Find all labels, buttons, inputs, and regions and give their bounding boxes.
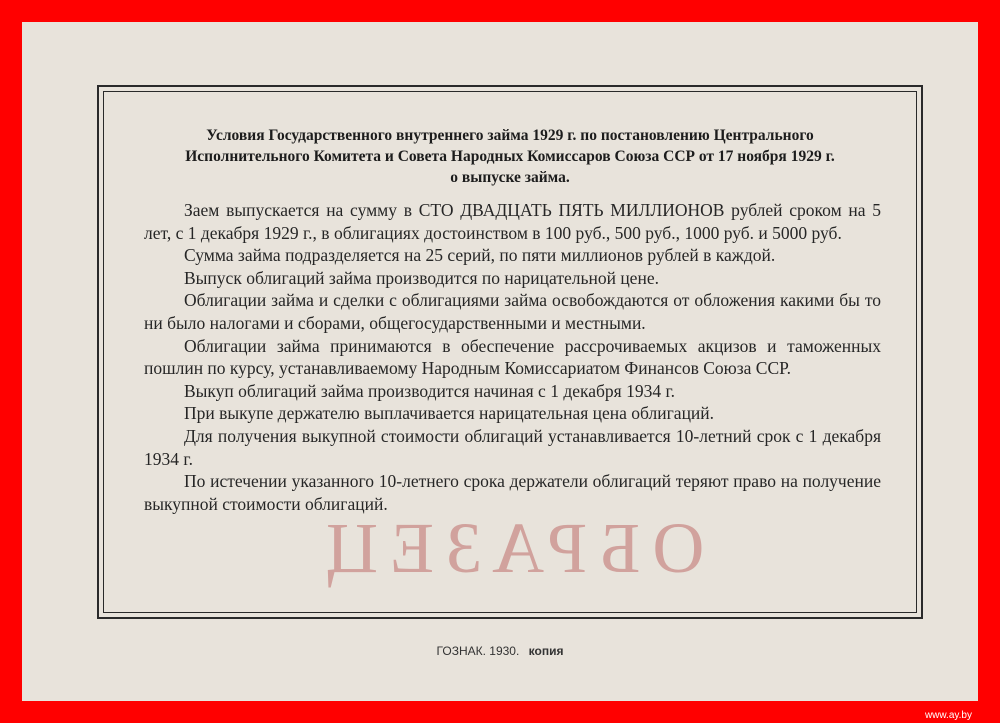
document-paper (22, 22, 978, 701)
heading-line: о выпуске займа. (450, 169, 570, 186)
document-footer (22, 644, 978, 658)
document-frame (97, 85, 923, 619)
document-heading (119, 125, 901, 188)
site-watermark: www.ay.by (924, 710, 972, 721)
paragraph: Выкуп облигаций займа производится начиная с 1 декабря 1934 г. (184, 380, 676, 401)
sample-stamp: ОБРАЗЕЦ (314, 508, 705, 588)
paragraph: По истечении указанного 10-летнего срока держатели облигаций теряют право на получение выкупной стоимости облигаций. (144, 471, 881, 514)
paragraph: Облигации займа принимаются в обеспечение рассрочиваемых акцизов и таможенных пошлин по курсу, устанавливаемому Народным Комиссариатом Финансов Союза ССР. (144, 335, 881, 379)
copy-label: копия (528, 644, 564, 658)
heading-line: Условия Государственного внутреннего займа 1929 г. по постановлению Центрального (206, 127, 814, 144)
document-body (144, 199, 881, 515)
paragraph: При выкупе держателю выплачивается нарицательная цена облигаций. (184, 403, 715, 424)
paragraph: Выпуск облигаций займа производится по нарицательной цене. (184, 267, 659, 288)
printer-mark: ГОЗНАК. 1930. (436, 644, 520, 658)
paragraph: Облигации займа и сделки с облигациями займа освобождаются от обложения какими бы то ни было налогами и сборами, общегосударственными и местными. (144, 290, 881, 333)
heading-line: Исполнительного Комитета и Совета Народных Комиссаров Союза ССР от 17 ноября 1929 г. (185, 148, 835, 165)
paragraph: Сумма займа подразделяется на 25 серий, по пяти миллионов рублей в каждой. (184, 245, 776, 266)
paragraph: Для получения выкупной стоимости облигаций устанавливается 10-летний срок с 1 декабря 1934 г. (144, 425, 881, 469)
paragraph: Заем выпускается на сумму в СТО ДВАДЦАТЬ ПЯТЬ МИЛЛИОНОВ рублей сроком на 5 лет, с 1 декабря 1929 г., в облигациях достоинством в 100 руб., 500 руб., 1000 руб. и 5000 руб. (144, 200, 881, 243)
